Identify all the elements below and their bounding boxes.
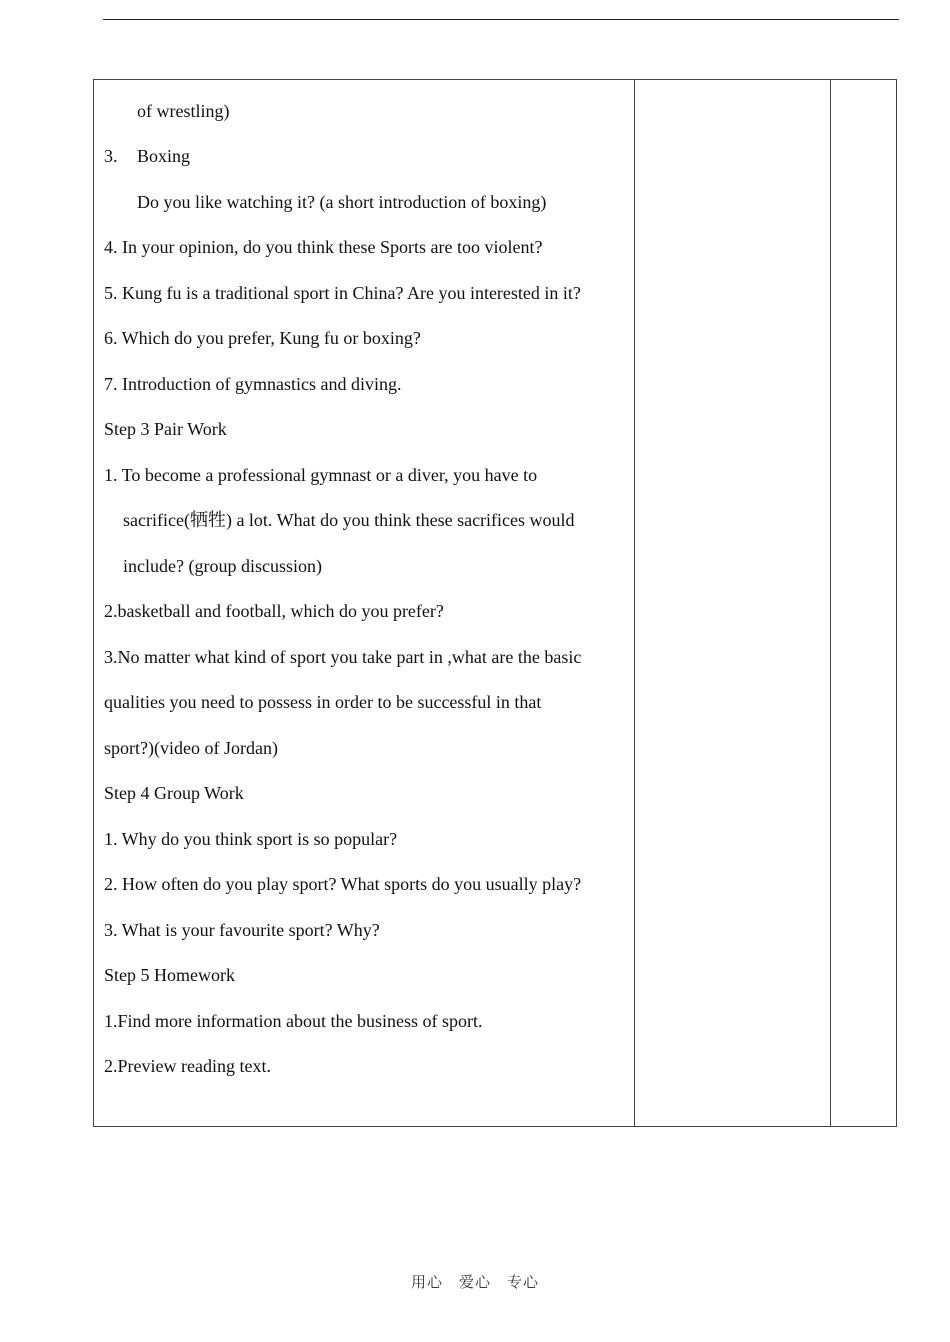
step-4-heading: Step 4 Group Work [104, 783, 244, 803]
column-divider-2 [830, 80, 831, 1126]
pair-work-item-3-line-1: 3.No matter what kind of sport you take part in ,what are the basic [104, 647, 582, 667]
column-divider-1 [634, 80, 635, 1126]
question-kungfu: 5. Kung fu is a traditional sport in China? Are you interested in it? [104, 283, 581, 303]
group-work-item-2: 2. How often do you play sport? What sports do you usually play? [104, 874, 582, 894]
homework-item-1: 1.Find more information about the business of sport. [104, 1011, 483, 1031]
step-3-heading: Step 3 Pair Work [104, 419, 227, 439]
group-work-item-3: 3. What is your favourite sport? Why? [104, 920, 380, 940]
boxing-item-title: Boxing [137, 146, 191, 166]
pair-work-item-1-line-1: 1. To become a professional gymnast or a diver, you have to [104, 465, 538, 485]
homework-item-2: 2.Preview reading text. [104, 1056, 271, 1076]
boxing-item-number: 3. [104, 146, 118, 166]
group-work-item-1: 1. Why do you think sport is so popular? [104, 829, 398, 849]
question-prefer: 6. Which do you prefer, Kung fu or boxing? [104, 328, 421, 348]
pair-work-item-1-line-3: include? (group discussion) [123, 556, 322, 576]
page-footer: 用心 爱心 专心 [410, 1273, 539, 1291]
boxing-question: Do you like watching it? (a short introduction of boxing) [137, 192, 547, 212]
lesson-plan-table [93, 79, 897, 1127]
pair-work-item-1-line-2: sacrifice(牺牲) a lot. What do you think these sacrifices would [123, 510, 575, 530]
boxing-item [104, 145, 190, 167]
header-rule [103, 19, 899, 20]
wrestling-continuation: of wrestling) [137, 101, 230, 121]
pair-work-item-3-line-2: qualities you need to possess in order to be successful in that [104, 692, 542, 712]
pair-work-item-3-line-3: sport?)(video of Jordan) [104, 738, 278, 758]
step-5-heading: Step 5 Homework [104, 965, 235, 985]
question-violent: 4. In your opinion, do you think these Sports are too violent? [104, 237, 543, 257]
pair-work-item-2: 2.basketball and football, which do you prefer? [104, 601, 444, 621]
gymnastics-intro: 7. Introduction of gymnastics and diving. [104, 374, 402, 394]
procedure-column [94, 80, 634, 1126]
